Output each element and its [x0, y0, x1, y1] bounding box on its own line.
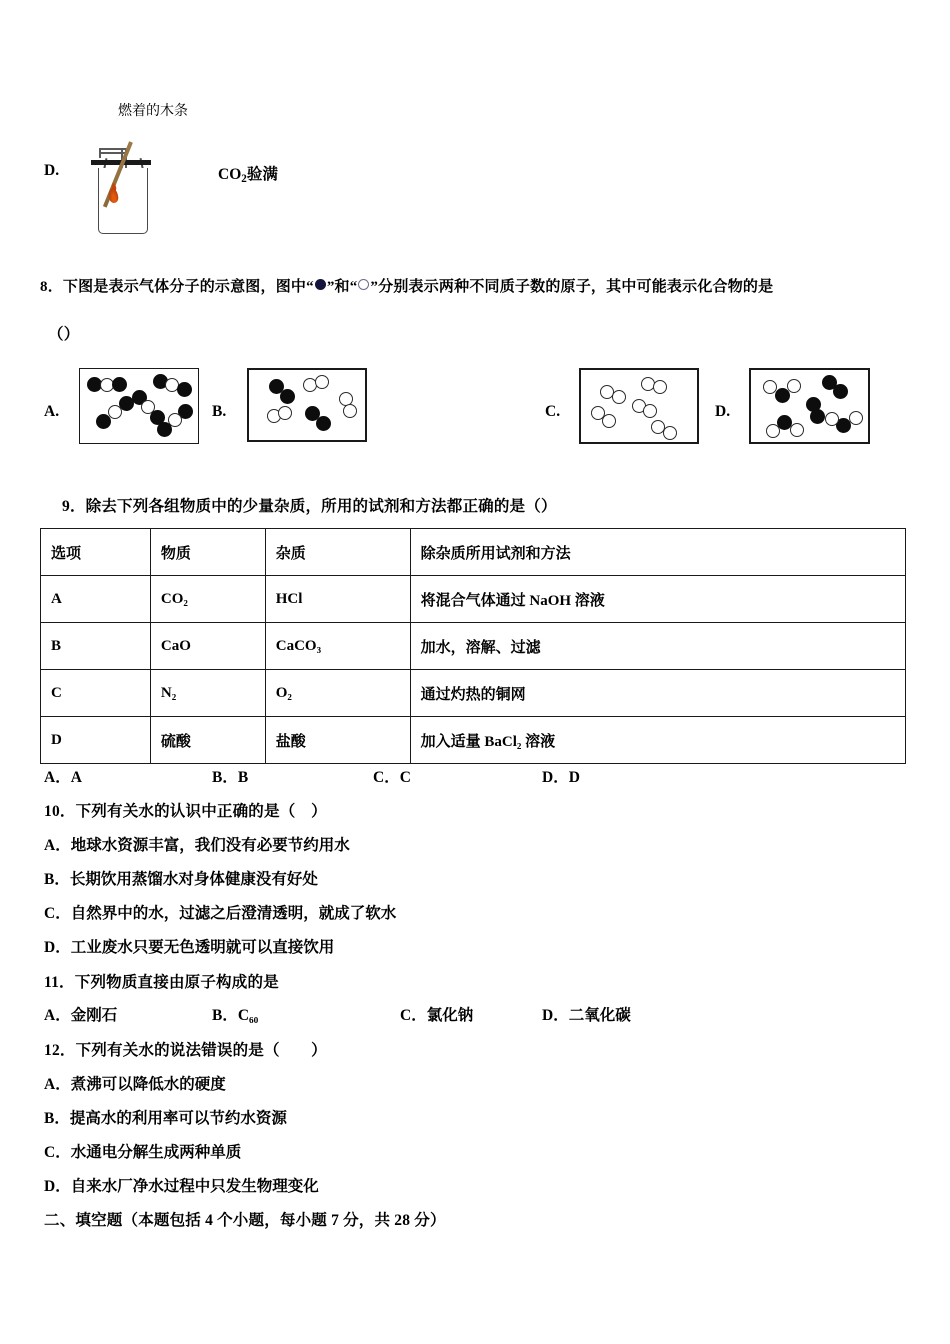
- q12-option-c[interactable]: C．水通电分解生成两种单质: [44, 1144, 242, 1161]
- table-header-row: [41, 529, 906, 576]
- q10-option-d[interactable]: D．工业废水只要无色透明就可以直接饮用: [44, 939, 335, 956]
- table-header-option: 选项: [41, 529, 151, 576]
- q8-molecule-box-d[interactable]: [749, 368, 870, 444]
- co2-caption-sub: 2: [241, 172, 247, 185]
- atom: [343, 404, 357, 418]
- q10-option-b[interactable]: B．长期饮用蒸馏水对身体健康没有好处: [44, 871, 318, 888]
- question-8-blank: （）: [48, 326, 80, 343]
- atom: [278, 406, 292, 420]
- question-9-stem: 9．除去下列各组物质中的少量杂质，所用的试剂和方法都正确的是（）: [62, 498, 557, 515]
- atom: [790, 423, 804, 437]
- q12-option-b[interactable]: B．提高水的利用率可以节约水资源: [44, 1110, 287, 1127]
- q8-option-a-letter: A.: [44, 403, 60, 420]
- q8-text-part2: ”和“: [326, 279, 358, 295]
- cell-impurity: 盐酸: [265, 717, 410, 764]
- burning-splint-label: 燃着的木条: [118, 103, 188, 119]
- cell-substance: N₂: [150, 670, 265, 717]
- q8-option-c-letter: C.: [545, 403, 561, 420]
- section-2-heading: 二、填空题（本题包括 4 个小题，每小题 7 分，共 28 分）: [44, 1212, 446, 1229]
- option-letter-d-apparatus: D.: [44, 162, 60, 179]
- black-atom-legend-icon: [315, 279, 326, 290]
- atom: [787, 379, 801, 393]
- atom: [663, 426, 677, 440]
- q11-option-c[interactable]: C．氯化钠: [400, 1007, 474, 1024]
- co2-caption-prefix: CO: [218, 166, 242, 183]
- atom: [316, 416, 331, 431]
- cell-method: 加水，溶解、过滤: [410, 623, 905, 670]
- q9-answer-b[interactable]: B．B: [212, 769, 249, 786]
- q8-text-part3: ”分别表示两种不同质子数的原子，其中可能表示化合物的是: [370, 279, 774, 295]
- cell-method: 加入适量 BaCl₂ 溶液: [410, 717, 905, 764]
- atom: [833, 384, 848, 399]
- co2-verification-apparatus-figure: [85, 140, 171, 235]
- co2-caption-suffix: 验满: [246, 166, 278, 183]
- q8-option-b-letter: B.: [212, 403, 227, 420]
- question-10-stem: 10．下列有关水的认识中正确的是（ ）: [44, 803, 327, 820]
- atom: [280, 389, 295, 404]
- q11-option-a[interactable]: A．金刚石: [44, 1007, 118, 1024]
- atom: [602, 414, 616, 428]
- question-11-stem: 11．下列物质直接由原子构成的是: [44, 974, 279, 991]
- cell-substance: CaO: [150, 623, 265, 670]
- q9-answer-a[interactable]: A．A: [44, 769, 82, 786]
- q11-option-b[interactable]: B．C₆₀: [212, 1007, 259, 1024]
- atom: [849, 411, 863, 425]
- q12-option-d[interactable]: D．自来水厂净水过程中只发生物理变化: [44, 1178, 319, 1195]
- atom: [96, 414, 111, 429]
- atom: [810, 409, 825, 424]
- q8-molecule-box-a[interactable]: [79, 368, 199, 444]
- q9-answer-d[interactable]: D．D: [542, 769, 580, 786]
- co2-verification-caption: [218, 162, 278, 185]
- atom: [825, 412, 839, 426]
- q10-option-c[interactable]: C．自然界中的水，过滤之后澄清透明，就成了软水: [44, 905, 397, 922]
- cell-substance: CO₂: [150, 576, 265, 623]
- atom: [643, 404, 657, 418]
- question-8-stem: [40, 275, 773, 296]
- cell-impurity: HCl: [265, 576, 410, 623]
- table-header-method: 除杂质所用试剂和方法: [410, 529, 905, 576]
- cell-option: D: [41, 717, 151, 764]
- q8-text-part1: 下图是表示气体分子的示意图，图中“: [62, 279, 314, 295]
- cell-substance: 硫酸: [150, 717, 265, 764]
- table-header-substance: 物质: [150, 529, 265, 576]
- q10-option-a[interactable]: A．地球水资源丰富，我们没有必要节约用水: [44, 837, 350, 854]
- q8-number: 8．: [40, 279, 63, 295]
- table-row: [41, 623, 906, 670]
- atom: [653, 380, 667, 394]
- impurity-removal-table: [40, 528, 906, 764]
- q11-option-d[interactable]: D．二氧化碳: [542, 1007, 631, 1024]
- q8-option-d-letter: D.: [715, 403, 731, 420]
- atom: [612, 390, 626, 404]
- table-row: [41, 670, 906, 717]
- atom: [157, 422, 172, 437]
- cell-option: A: [41, 576, 151, 623]
- q9-answer-c[interactable]: C．C: [373, 769, 411, 786]
- table-row: [41, 576, 906, 623]
- atom: [775, 388, 790, 403]
- white-atom-legend-icon: [358, 279, 369, 290]
- q8-molecule-box-b[interactable]: [247, 368, 367, 442]
- cell-impurity: CaCO₃: [265, 623, 410, 670]
- atom: [177, 382, 192, 397]
- cell-impurity: O₂: [265, 670, 410, 717]
- table-header-impurity: 杂质: [265, 529, 410, 576]
- question-12-stem: 12．下列有关水的说法错误的是（ ）: [44, 1042, 327, 1059]
- cell-option: B: [41, 623, 151, 670]
- cell-method: 将混合气体通过 NaOH 溶液: [410, 576, 905, 623]
- q12-option-a[interactable]: A．煮沸可以降低水的硬度: [44, 1076, 226, 1093]
- cell-method: 通过灼热的铜网: [410, 670, 905, 717]
- atom: [315, 375, 329, 389]
- q8-molecule-box-c[interactable]: [579, 368, 699, 444]
- table-row: [41, 717, 906, 764]
- atom: [766, 424, 780, 438]
- atom: [112, 377, 127, 392]
- atom: [108, 405, 122, 419]
- cell-option: C: [41, 670, 151, 717]
